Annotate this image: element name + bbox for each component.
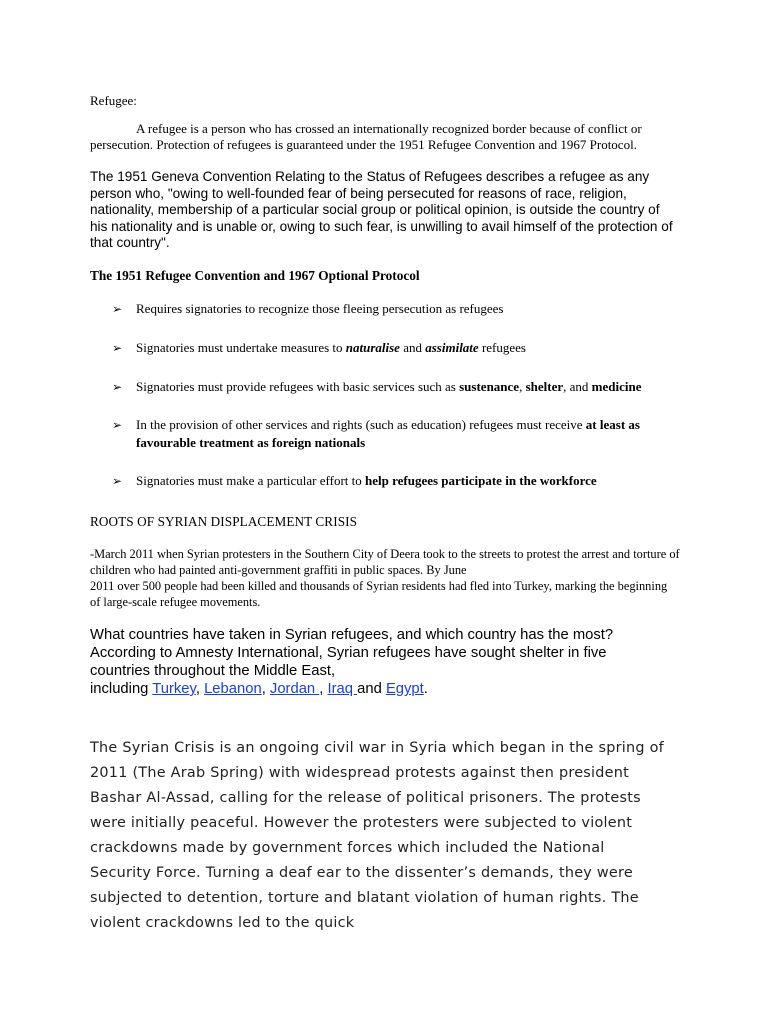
bullet-text bbox=[136, 416, 681, 452]
refugee-definition-text: A refugee is a person who has crossed an internationally recognized border because of conflict or persecution. Protection of refugees is guaranteed under the 1951 Refugee Convention and 1967 Protocol. bbox=[90, 121, 642, 152]
arrow-bullet-icon: ➢ bbox=[112, 302, 123, 316]
link-iraq[interactable]: Iraq bbox=[327, 681, 358, 697]
bullet-text-part: and bbox=[399, 340, 426, 355]
roots-text-line: 2011 over 500 people had been killed and thousands of Syrian residents had fled into Turkey, marking the beginning of large-scale refugee movements. bbox=[90, 579, 668, 609]
geneva-convention-paragraph: The 1951 Geneva Convention Relating to the Status of Refugees describes a refugee as any person who, "owing to well-founded fear of being persecuted for reasons of race, religion, nationality, membership of a particular social group or political opinion, is outside the country of his nationality and is unable or, owing to such fear, is unwilling to avail himself of the protection of that country". bbox=[90, 169, 673, 251]
separator: , bbox=[195, 681, 205, 697]
bullet-text bbox=[136, 300, 681, 318]
countries-paragraph bbox=[90, 626, 660, 698]
bullet-text-part: Signatories must undertake measures to bbox=[136, 340, 346, 355]
arrow-bullet-icon: ➢ bbox=[112, 474, 123, 488]
arrow-bullet-icon: ➢ bbox=[112, 418, 123, 432]
protocol-heading: The 1951 Refugee Convention and 1967 Optional Protocol bbox=[90, 268, 420, 283]
emphasis-assimilate: assimilate bbox=[425, 340, 479, 355]
countries-including-text: including bbox=[90, 681, 153, 697]
syrian-crisis-paragraph: The Syrian Crisis is an ongoing civil war in Syria which began in the spring of 2011 (The Arab Spring) with widespread protests against then president Bashar Al-Assad, calling for the release of political prisoners. The protests were initially peaceful. However the protesters were subjected to violent crackdowns made by government forces which included the National Security Force. Turning a deaf ear to the dissenter’s demands, they were subjected to detention, torture and blatant violation of human rights. The violent crackdowns led to the quick bbox=[90, 740, 664, 931]
roots-paragraph bbox=[90, 546, 680, 610]
emphasis-naturalise: naturalise bbox=[345, 340, 400, 355]
countries-intro-text: What countries have taken in Syrian refugees, and which country has the most? According to Amnesty International, Syrian refugees have sought shelter in five countries throughout the Middle East, bbox=[90, 627, 614, 679]
link-jordan[interactable]: Jordan bbox=[269, 681, 320, 697]
bullet-text-part: Requires signatories to recognize those fleeing persecution as refugees bbox=[136, 301, 504, 316]
bullet-text-part: Signatories must provide refugees with basic services such as bbox=[136, 379, 460, 394]
bullet-text-part: Signatories must make a particular effort to bbox=[136, 473, 365, 488]
bullet-text-part: refugees bbox=[478, 340, 526, 355]
bullet-text-part: , and bbox=[563, 379, 592, 394]
emphasis-sustenance: sustenance bbox=[459, 379, 520, 394]
refugee-label: Refugee: bbox=[90, 93, 137, 108]
bullet-text bbox=[136, 378, 681, 396]
period: . bbox=[423, 681, 428, 697]
separator: , bbox=[261, 681, 270, 697]
roots-heading: ROOTS OF SYRIAN DISPLACEMENT CRISIS bbox=[90, 514, 358, 529]
emphasis-medicine: medicine bbox=[591, 379, 642, 394]
bullet-text bbox=[136, 472, 681, 490]
bullet-text bbox=[136, 339, 681, 357]
link-egypt[interactable]: Egypt bbox=[385, 681, 424, 697]
bullet-text-part: , bbox=[519, 379, 526, 394]
emphasis-workforce: help refugees participate in the workforce bbox=[365, 473, 597, 488]
roots-text-line: -March 2011 when Syrian protesters in the Southern City of Deera took to the streets to protest the arrest and torture of children who had painted anti-government graffiti in public spaces. By June bbox=[90, 547, 680, 577]
arrow-bullet-icon: ➢ bbox=[112, 380, 123, 394]
bullet-text-part: In the provision of other services and rights (such as education) refugees must receive bbox=[136, 417, 586, 432]
arrow-bullet-icon: ➢ bbox=[112, 341, 123, 355]
link-turkey[interactable]: Turkey bbox=[152, 681, 196, 697]
emphasis-shelter: shelter bbox=[525, 379, 564, 394]
link-lebanon[interactable]: Lebanon bbox=[204, 681, 262, 697]
and-text: and bbox=[357, 681, 386, 697]
emphasis-favourable-treatment: at least as favourable treatment as foreign nationals bbox=[136, 417, 640, 450]
refugee-definition-paragraph bbox=[90, 121, 680, 153]
separator: , bbox=[319, 681, 328, 697]
